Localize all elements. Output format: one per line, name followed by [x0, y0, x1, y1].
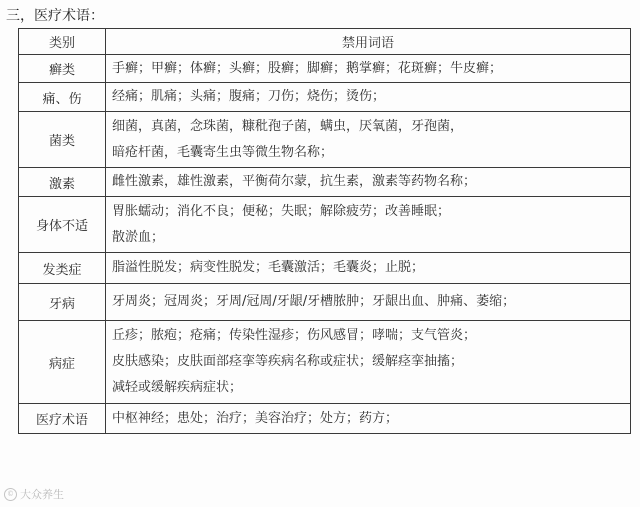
banned-words-line: 暗疮杆菌，毛囊寄生虫等微生物名称； [112, 144, 334, 160]
category-cell: 菌类 [19, 112, 106, 168]
banned-words-cell [106, 284, 631, 321]
table-row [19, 284, 631, 321]
banned-words-line: 减轻或缓解疾病症状； [112, 380, 243, 395]
category-cell: 牙病 [19, 284, 106, 321]
banned-words-cell [106, 112, 631, 168]
banned-words-cell [106, 404, 631, 434]
table-row [19, 197, 631, 253]
banned-words-cell [106, 197, 631, 253]
category-cell: 医疗术语 [19, 404, 106, 434]
banned-words-line: 雌性激素，雄性激素，平衡荷尔蒙，抗生素，激素等药物名称； [112, 174, 477, 189]
banned-words-cell [106, 253, 631, 284]
table-row [19, 55, 631, 83]
banned-words-line: 胃胀蠕动；消化不良；便秘；失眠；解除疲劳；改善睡眠； [112, 203, 451, 219]
category-cell: 痛、伤 [19, 83, 106, 112]
category-cell: 身体不适 [19, 197, 106, 253]
watermark-logo-icon: © [4, 488, 17, 501]
banned-words-cell [106, 321, 631, 404]
category-cell: 发类症 [19, 253, 106, 284]
banned-words-line: 经痛；肌痛；头痛；腹痛；刀伤；烧伤；烫伤； [112, 89, 386, 104]
banned-words-cell [106, 55, 631, 83]
banned-words-line: 中枢神经；患处；治疗；美容治疗；处方；药方； [112, 410, 399, 426]
table-row [19, 253, 631, 284]
banned-words-line: 脂溢性脱发；病变性脱发；毛囊激活；毛囊炎；止脱； [112, 260, 425, 275]
banned-terms-table [18, 28, 631, 434]
banned-words-line: 散淤血； [112, 229, 165, 245]
banned-words-cell [106, 168, 631, 197]
category-cell: 激素 [19, 168, 106, 197]
banned-words-cell [106, 83, 631, 112]
watermark [4, 486, 64, 502]
banned-words-line: 手癣；甲癣；体癣；头癣；股癣；脚癣；鹅掌癣；花斑癣；牛皮癣； [112, 60, 503, 76]
table-row [19, 404, 631, 434]
table-row [19, 321, 631, 404]
banned-words-line: 丘疹；脓疱；疮痛；传染性湿疹；伤风感冒；哮喘；支气管炎； [112, 328, 477, 343]
table-row [19, 168, 631, 197]
watermark-text: 大众养生 [20, 488, 64, 501]
header-banned-words: 禁用词语 [106, 29, 631, 55]
section-title: 三，医疗术语： [6, 8, 104, 24]
header-category: 类别 [19, 29, 106, 55]
table-row [19, 112, 631, 168]
banned-words-line: 细菌，真菌，念珠菌，糠秕孢子菌，螨虫，厌氧菌，牙孢菌， [112, 118, 464, 134]
banned-words-line: 皮肤感染；皮肤面部痉挛等疾病名称或症状；缓解痉挛抽搐； [112, 354, 464, 369]
category-cell: 癣类 [19, 55, 106, 83]
table-row [19, 83, 631, 112]
banned-words-line: 牙周炎；冠周炎；牙周/冠周/牙龈/牙槽脓肿；牙龈出血、肿痛、萎缩； [112, 294, 516, 309]
category-cell: 病症 [19, 321, 106, 404]
